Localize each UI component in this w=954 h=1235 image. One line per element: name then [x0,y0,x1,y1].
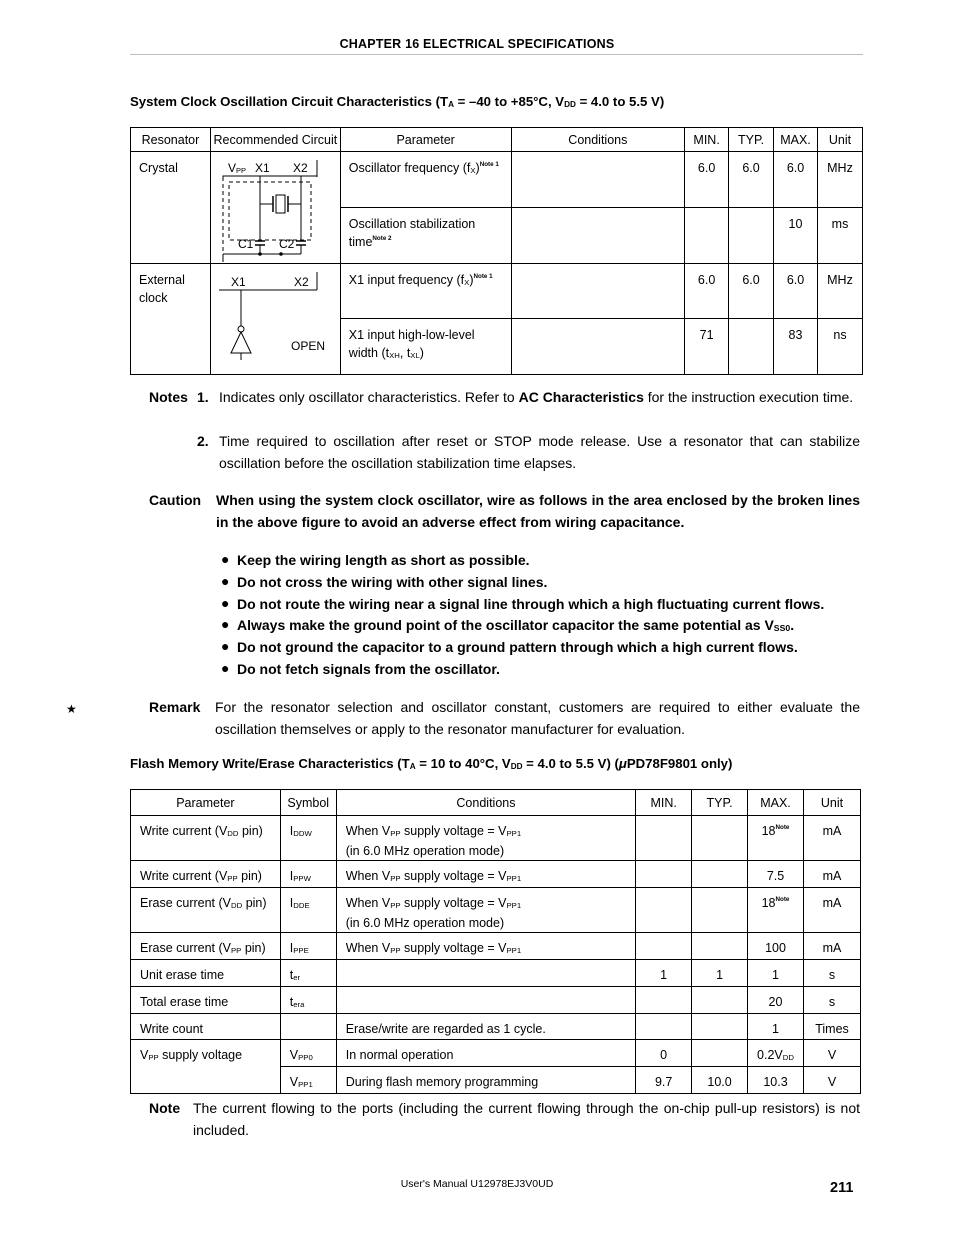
col-header: MAX. [748,790,804,816]
cond-cell [336,987,635,1014]
max-cell: $18^{Note}$ [748,816,804,861]
max-cell: 83 [774,319,818,375]
param-cell: Erase current ($V_{PP}$ pin) [131,933,281,960]
junction-dot [258,252,262,256]
table-header-row [131,128,863,152]
param-cell: Total erase time [131,987,281,1014]
max-cell: 10 [774,208,818,264]
col-header: Recommended Circuit [210,128,340,152]
param-cell: Unit erase time [131,960,281,987]
table-row [131,888,861,933]
unit-cell: s [803,960,860,987]
max-cell: 1 [748,960,804,987]
table-header-row [131,790,861,816]
symbol-cell: $I_{DDE}$ [280,888,336,933]
col-header: MAX. [774,128,818,152]
typ-cell [692,987,748,1014]
param-cell: Write current ($V_{DD}$ pin) [131,816,281,861]
symbol-cell: $V_{PP1}$ [280,1067,336,1094]
min-cell [636,816,692,861]
col-header: Parameter [340,128,511,152]
table-row [131,152,863,208]
unit-cell: MHz [817,264,862,319]
bullet-icon: ● [221,616,230,632]
table-row [131,987,861,1014]
cond-cell [336,960,635,987]
symbol-cell: $I_{DDW}$ [280,816,336,861]
unit-cell: s [803,987,860,1014]
oscillation-table [130,127,863,375]
bullet-icon: ● [221,660,230,676]
min-cell: 6.0 [685,152,729,208]
note-label: Note [149,1100,181,1116]
symbol-cell: $V_{PP0}$ [280,1040,336,1067]
col-header: TYP. [729,128,774,152]
chip-edge [223,176,317,177]
footer-manual: User's Manual U12978EJ3V0UD [400,1178,554,1190]
cond-cell [511,319,685,375]
symbol-cell: $t_{er}$ [280,960,336,987]
max-cell: 6.0 [774,152,818,208]
col-header: Conditions [511,128,685,152]
cond-cell [511,264,685,319]
param-cell: Write current ($V_{PP}$ pin) [131,861,281,888]
typ-cell [692,1040,748,1067]
table-row [131,861,861,888]
param-cell: X1 input frequency $(f_X)^{Note 1}$ [340,264,511,319]
x1-label: X1 [254,161,270,175]
cond-cell [511,152,685,208]
bullet-icon: ● [221,551,230,567]
star-icon: ★ [66,702,77,716]
external-circuit-diagram [211,264,341,374]
table-row [131,960,861,987]
table-row [131,1014,861,1040]
col-header: MIN. [636,790,692,816]
param-cell: X1 input high-low-level width ($t_{XH}$, $t_{XL}$) [340,319,511,375]
unit-cell: mA [803,888,860,933]
note-2-number: 2. [197,433,209,449]
section1-title: System Clock Oscillation Circuit Characteristics ($T_A = -40$ to +85°C, $V_{DD} = 4.0$ to 5.5 V) [130,94,665,109]
bullet-icon: ● [221,638,230,654]
max-cell: 20 [748,987,804,1014]
max-cell: $0.2V_{DD}$ [748,1040,804,1067]
junction-dot [279,252,283,256]
typ-cell [692,933,748,960]
buffer-icon [231,332,251,353]
col-header: Unit [817,128,862,152]
external-circuit [210,264,340,375]
typ-cell [692,888,748,933]
cond-cell: When $V_{PP}$ supply voltage = $V_{PP1}$ [336,861,635,888]
caution-bullet: ● Keep the wiring length as short as possible. [237,549,530,571]
typ-cell [692,1014,748,1040]
typ-cell [692,816,748,861]
cond-cell: When $V_{PP}$ supply voltage = $V_{PP1}$ [336,933,635,960]
min-cell [636,987,692,1014]
unit-cell: mA [803,933,860,960]
param-cell: Oscillator frequency $(f_X)^{Note 1}$ [340,152,511,208]
section2-title: Flash Memory Write/Erase Characteristics ($T_A = 10$ to 40°C, $V_{DD} = 4.0$ to 5.5 V) (μPD78F9801 only) [130,756,733,771]
caution-bullet: ● Do not cross the wiring with other signal lines. [237,571,547,593]
caution-bullet: ● Do not ground the capacitor to a ground pattern through which a high current flows. [237,636,798,658]
chapter-header: CHAPTER 16 ELECTRICAL SPECIFICATIONS [339,37,615,51]
x1-label: X1 [230,275,246,289]
col-header: MIN. [685,128,729,152]
bullet-icon: ● [221,595,230,611]
cond-cell [511,208,685,264]
cond-cell: Erase/write are regarded as 1 cycle. [336,1014,635,1040]
vpp-label: VPP [227,161,246,175]
unit-cell: mA [803,861,860,888]
typ-cell [729,319,774,375]
notes-label: Notes [149,389,188,405]
unit-cell: V [803,1067,860,1094]
cond-cell: When $V_{PP}$ supply voltage = $V_{PP1}$ (in 6.0 MHz operation mode) [336,888,635,933]
col-header: Conditions [336,790,635,816]
unit-cell: V [803,1040,860,1067]
param-cell: $V_{PP}$ supply voltage [131,1040,281,1094]
max-cell: 100 [748,933,804,960]
symbol-cell [280,1014,336,1040]
caution-bullet: ● Always make the ground point of the oscillator capacitor the same potential as $V_{SS0}$. [237,614,794,638]
unit-cell: mA [803,816,860,861]
max-cell: $18^{Note}$ [748,888,804,933]
x2-label: X2 [292,161,308,175]
typ-cell: 6.0 [729,264,774,319]
note-1-text: Indicates only oscillator characteristics. Refer to AC Characteristics for the instruction execution time. [219,389,854,405]
resonator-crystal: Crystal [131,152,211,264]
remark-text: For the resonator selection and oscillator constant, customers are required to either evaluate the oscillation themselves or apply to the resonator manufacturer for evaluation. [215,699,860,737]
col-header: Symbol [280,790,336,816]
max-cell: 7.5 [748,861,804,888]
table-row [131,1040,861,1067]
open-label: OPEN [290,339,325,353]
max-cell: 6.0 [774,264,818,319]
unit-cell: Times [803,1014,860,1040]
table-row [131,264,863,319]
typ-cell [729,208,774,264]
flash-memory-table [130,789,861,1094]
c1-label: C1 [237,237,254,251]
param-cell: Oscillation stabilization time$^{Note 2}$ [340,208,511,264]
crystal-circuit [210,152,340,264]
unit-cell: ms [817,208,862,264]
caution-label: Caution [149,492,202,508]
cond-cell: During flash memory programming [336,1067,635,1094]
param-cell: Erase current ($V_{DD}$ pin) [131,888,281,933]
min-cell: 9.7 [636,1067,692,1094]
c2-label: C2 [278,237,295,251]
crystal-icon [276,195,285,213]
note-1-number: 1. [197,389,209,405]
cond-cell: When $V_{PP}$ supply voltage = $V_{PP1}$ (in 6.0 MHz operation mode) [336,816,635,861]
note-text: The current flowing to the ports (including the current flowing through the on-chip pull-up resistors) is not included. [193,1100,860,1138]
min-cell [636,1014,692,1040]
broken-line-box [229,182,311,240]
symbol-cell: $I_{PPW}$ [280,861,336,888]
caution-bullet: ● Do not fetch signals from the oscillator. [237,658,500,680]
cond-cell: In normal operation [336,1040,635,1067]
symbol-cell: $I_{PPE}$ [280,933,336,960]
x2-label: X2 [293,275,309,289]
min-cell: 71 [685,319,729,375]
max-cell: 10.3 [748,1067,804,1094]
min-cell: 1 [636,960,692,987]
col-header: TYP. [692,790,748,816]
note-2-text: Time required to oscillation after reset or STOP mode release. Use a resonator that can stabilize oscillation before the oscillation stabilization time elapses. [219,433,860,471]
bullet-icon: ● [221,573,230,589]
min-cell: 6.0 [685,264,729,319]
param-cell: Write count [131,1014,281,1040]
caution-bullet: ● Do not route the wiring near a signal line through which a high fluctuating current flows. [237,593,824,615]
typ-cell: 1 [692,960,748,987]
unit-cell: ns [817,319,862,375]
page-number: 211 [830,1180,854,1196]
unit-cell: MHz [817,152,862,208]
typ-cell: 6.0 [729,152,774,208]
max-cell: 1 [748,1014,804,1040]
table-row [131,816,861,861]
crystal-circuit-diagram [211,152,341,262]
resonator-external: External clock [131,264,211,375]
min-cell [636,888,692,933]
min-cell [685,208,729,264]
col-header: Unit [803,790,860,816]
table-row [131,933,861,960]
typ-cell: 10.0 [692,1067,748,1094]
remark-label: Remark [149,699,201,715]
caution-text: When using the system clock oscillator, wire as follows in the area enclosed by the broken lines in the above figure to avoid an adverse effect from wiring capacitance. [216,492,860,530]
col-header: Parameter [131,790,281,816]
symbol-cell: $t_{era}$ [280,987,336,1014]
min-cell: 0 [636,1040,692,1067]
typ-cell [692,861,748,888]
header-rule [130,54,863,55]
min-cell [636,933,692,960]
min-cell [636,861,692,888]
col-header: Resonator [131,128,211,152]
